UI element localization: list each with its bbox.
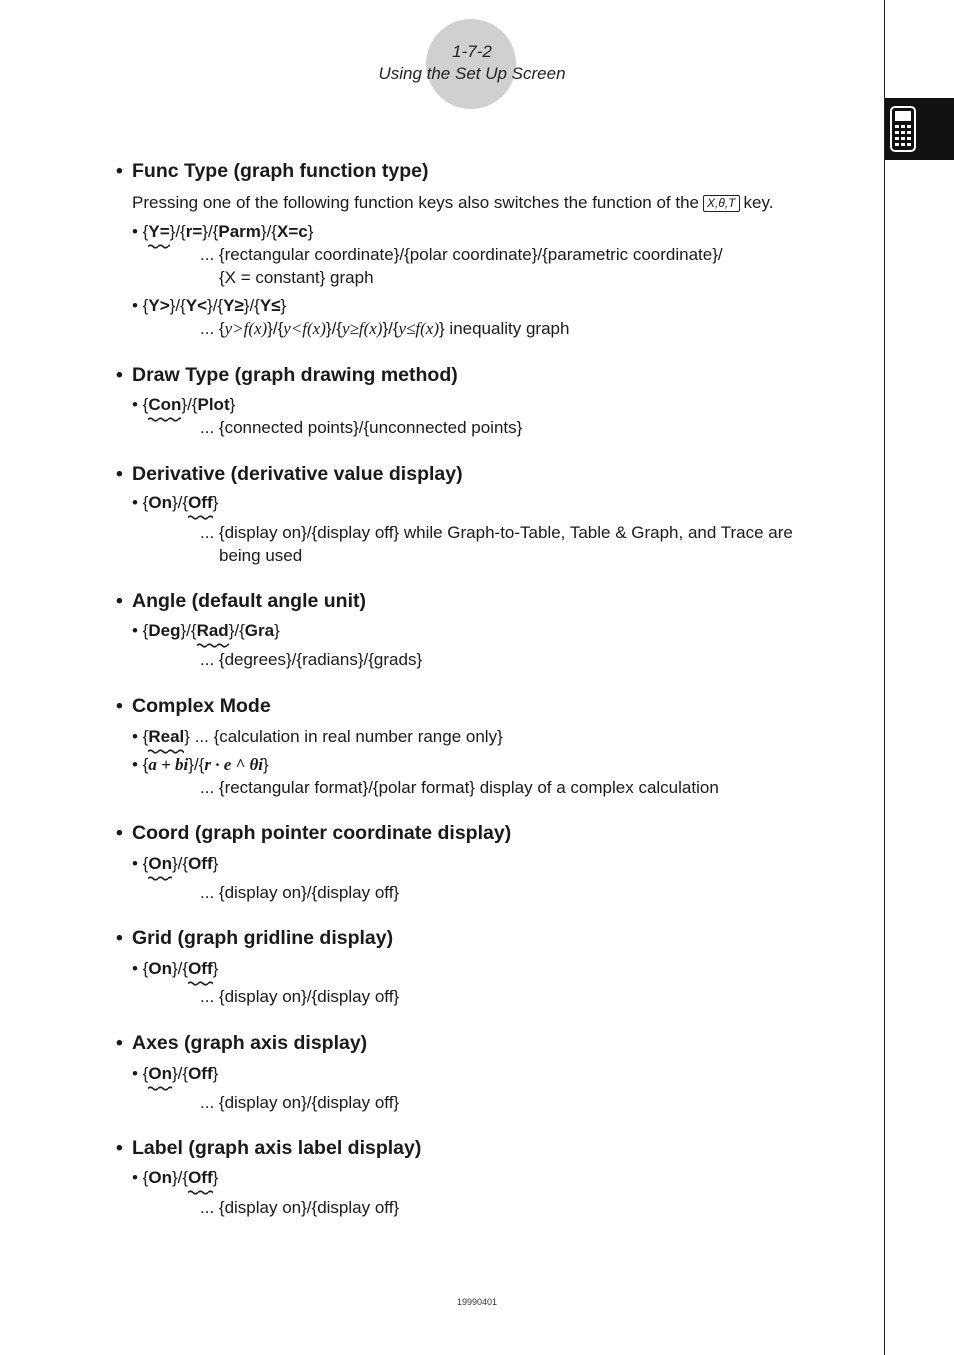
- footer-code: 19990401: [456, 1297, 498, 1307]
- page-number: 1-7-2: [452, 42, 492, 61]
- grid-option: • {On}/{Off}: [132, 959, 219, 978]
- complex-desc: ... {rectangular format}/{polar format} display of a complex calculation: [200, 778, 719, 797]
- page-title: Using the Set Up Screen: [378, 64, 566, 83]
- calculator-icon: [889, 106, 917, 152]
- label-desc: ... {display on}/{display off}: [200, 1198, 400, 1217]
- func-type-option-1: • {Y=}/{r=}/{Parm}/{X=c}: [132, 222, 314, 241]
- chapter-side-tab: [885, 98, 954, 160]
- complex-option-real: • {Real} ... {calculation in real number range only}: [132, 727, 503, 746]
- func-type-option-1-desc: ... {rectangular coordinate}/{polar coordinate}/{parametric coordinate}/: [200, 245, 723, 264]
- func-type-option-1-desc-cont: {X = constant} graph: [219, 268, 374, 287]
- coord-desc: ... {display on}/{display off}: [200, 883, 400, 902]
- derivative-desc-cont: being used: [219, 546, 303, 565]
- func-type-option-2: • {Y>}/{Y<}/{Y≥}/{Y≤}: [132, 296, 287, 315]
- xthetat-key: X,θ,T: [703, 195, 740, 212]
- angle-option: • {Deg}/{Rad}/{Gra}: [132, 621, 280, 640]
- section-coord-heading: • Coord (graph pointer coordinate display): [116, 822, 512, 844]
- section-grid-heading: • Grid (graph gridline display): [116, 927, 394, 949]
- section-complex-heading: • Complex Mode: [116, 695, 271, 717]
- complex-option-formats: • {a + bi}/{r · e ^ θi}: [132, 755, 269, 774]
- angle-desc: ... {degrees}/{radians}/{grads}: [200, 650, 423, 669]
- section-derivative-heading: • Derivative (derivative value display): [116, 463, 463, 485]
- draw-type-option: • {Con}/{Plot}: [132, 395, 236, 414]
- axes-desc: ... {display on}/{display off}: [200, 1093, 400, 1112]
- axes-option: • {On}/{Off}: [132, 1064, 219, 1083]
- derivative-option: • {On}/{Off}: [132, 493, 219, 512]
- section-func-type-heading: • Func Type (graph function type): [116, 160, 429, 182]
- derivative-desc: ... {display on}/{display off} while Graph-to-Table, Table & Graph, and Trace are: [200, 523, 793, 542]
- grid-desc: ... {display on}/{display off}: [200, 987, 400, 1006]
- page-right-rule: [884, 0, 885, 1355]
- func-type-option-2-desc: ... {y>f(x)}/{y<f(x)}/{y≥f(x)}/{y≤f(x)} inequality graph: [200, 319, 570, 338]
- func-type-intro: Pressing one of the following function keys also switches the function of the X,θ,T key.: [132, 193, 774, 212]
- section-axes-heading: • Axes (graph axis display): [116, 1032, 368, 1054]
- section-label-heading: • Label (graph axis label display): [116, 1137, 422, 1159]
- section-draw-type-heading: • Draw Type (graph drawing method): [116, 364, 458, 386]
- section-angle-heading: • Angle (default angle unit): [116, 590, 366, 612]
- draw-type-desc: ... {connected points}/{unconnected points}: [200, 418, 523, 437]
- coord-option: • {On}/{Off}: [132, 854, 219, 873]
- label-option: • {On}/{Off}: [132, 1168, 219, 1187]
